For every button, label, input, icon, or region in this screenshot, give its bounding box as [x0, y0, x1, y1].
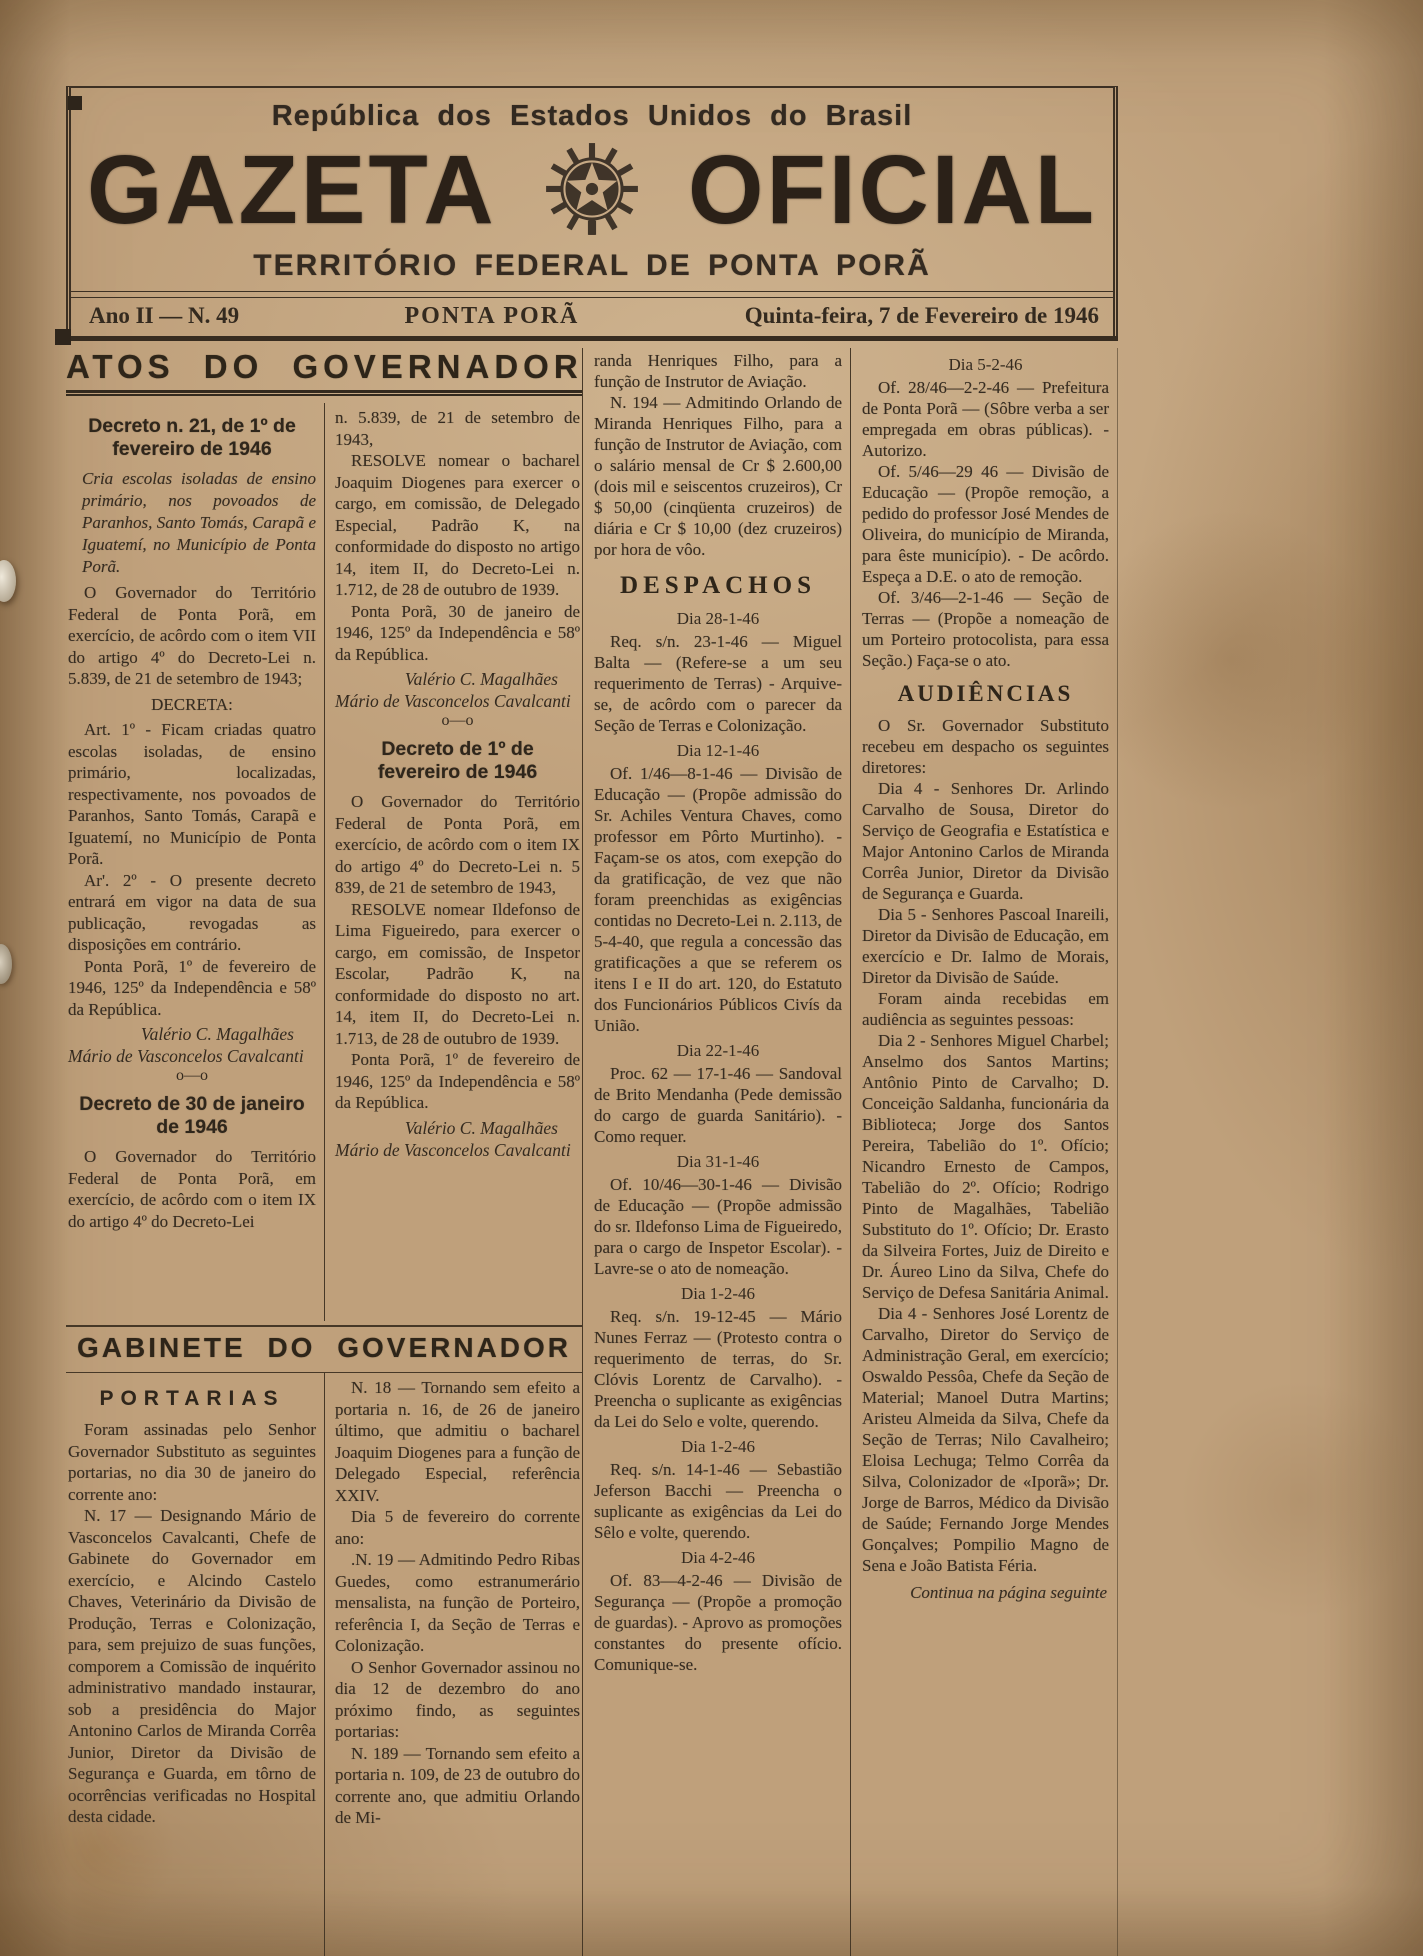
gabinete-column-1	[66, 1373, 324, 1956]
subsection-title-portarias: PORTARIAS	[99, 1387, 285, 1411]
paragraph: Proc. 62 — 17-1-46 — Sandoval de Brito Mendanha (Pede demissão do cargo de guarda Sanitário). - Como requer.	[594, 1064, 842, 1146]
title-word-oficial: OFICIAL	[688, 134, 1097, 244]
section-title-atos: ATOS DO GOVERNADOR	[66, 348, 582, 393]
paragraph: Dia 2 - Senhores Miguel Charbel; Anselmo dos Santos Martins; Antônio Pinto de Carvalho; D. Conceição Saldanha, funcionária da Biblioteca; Jorge dos Santos Pereira, Tabelião do 1º. Ofício; Nicandro Ernesto de Campos, Tabelião do 2º. Ofício; Rodrigo Pinto de Magalhães, Tabelião Substituto do 1º. Ofício; Dr. Erasto da Silveira Fortes, Juiz de Direito e Dr. Áureo Lino da Silva, Chefe do Serviço de Defesa Sanitária Animal.	[862, 1031, 1109, 1302]
article-columns	[66, 348, 1118, 1956]
binding-hole-top	[0, 560, 16, 602]
paragraph: Of. 83—4-2-46 — Divisão de Segurança — (Propõe a promoção de guardas). - Aprovo as promoções constantes do presente ofício. Comunique-se.	[594, 1571, 842, 1674]
decreta-word: DECRETA:	[151, 694, 233, 714]
column-3	[582, 348, 850, 1956]
date-heading: Dia 1-2-46	[680, 1284, 756, 1303]
city-name: PONTA PORÃ	[404, 303, 580, 329]
ornament-divider: o—o	[441, 712, 474, 729]
paragraph: Of. 28/46—2-2-46 — Prefeitura de Ponta Porã — (Sôbre verba a ser empregada em obras públicas). - Autorizo.	[862, 378, 1109, 460]
paragraph: n. 5.839, de 21 de setembro de 1943,	[335, 408, 580, 449]
signature: Mário de Vasconcelos Cavalcanti	[335, 1139, 571, 1160]
paragraph: Foram assinadas pelo Senhor Governador Substituto as seguintes portarias, no dia 30 de janeiro do corrente ano:	[68, 1420, 316, 1504]
paragraph: Of. 3/46—2-1-46 — Seção de Terras — (Propõe a nomeação de um Porteiro protocolista, para essa Seção.) Faça-se o ato.	[862, 588, 1109, 670]
date-heading: Dia 5-2-46	[948, 355, 1023, 374]
paragraph: Of. 10/46—30-1-46 — Divisão de Educação — (Propõe admissão do sr. Ildefonso Lima de Figueiredo, para o cargo de Inspetor Escolar). - Lavre-se o ato de nomeação.	[594, 1175, 842, 1278]
paragraph: N. 189 — Tornando sem efeito a portaria n. 109, de 23 de outubro do corrente ano, que admitiu Orlando de Mi-	[335, 1743, 580, 1828]
ornament-divider: o—o	[176, 1067, 208, 1084]
section-title-despachos: DESPACHOS	[620, 572, 816, 599]
date-heading: Dia 4-2-46	[680, 1548, 756, 1567]
binding-hole-bottom	[0, 944, 12, 984]
paragraph: Of. 5/46—29 46 — Divisão de Educação — (Propõe remoção, a pedido do professor José Mendes de Oliveira, do município de Miranda, para êste município). - De acôrdo. Espeça a D.E. o ato de remoção.	[862, 462, 1109, 586]
paragraph: N. 17 — Designando Mário de Vasconcelos Cavalcanti, Chefe de Gabinete do Governador em exercício, e Alcindo Castelo Chaves, Veterinário da Divisão de Produção, Terras e Colonização, para, sem prejuizo de suas funções, comporem a Comissão de inquérito administrativo mandado instaurar, sob a presidência do Major Antonino Carlos de Miranda Corrêa Junior, Diretor da Divisão de Segurança e Guarda, em tôrno de ocorrências verificadas no Hospital desta cidade.	[68, 1506, 316, 1827]
paragraph: .N. 19 — Admitindo Pedro Ribas Guedes, como estranumerário mensalista, na função de Porteiro, referência I, da Seção de Terras e Colonização.	[335, 1550, 580, 1656]
page-content	[66, 86, 1118, 1956]
decree-title: Decreto de 1º de fevereiro de 1946	[377, 738, 538, 783]
signature: Valério C. Magalhães	[404, 669, 558, 689]
newspaper-title	[71, 135, 1113, 243]
brazil-coat-of-arms-icon	[541, 139, 643, 243]
corner-mark-icon	[55, 329, 71, 345]
paragraph: Ar'. 2º - O presente decreto entrará em vigor na data de sua publicação, revogadas as disposições em contrário.	[68, 870, 316, 954]
paragraph: RESOLVE nomear o bacharel Joaquim Diogenes para exercer o cargo, em comissão, de Delegado Especial, Padrão K, na conformidade do disposto no artigo 14, item II, do Decreto-Lei n. 1.712, de 28 de outubro de 1939.	[335, 451, 580, 599]
masthead-bottom-rule	[60, 336, 1118, 341]
issue-date: Quinta-feira, 7 de Fevereiro de 1946	[744, 303, 1099, 328]
section-atos-gabinete	[66, 348, 582, 1956]
paragraph: Ponta Porã, 1º de fevereiro de 1946, 125º da Independência e 58º da República.	[68, 956, 316, 1019]
paragraph: N. 194 — Admitindo Orlando de Miranda Henriques Filho, para a função de Instrutor de Aviação, com o salário mensal de Cr $ 2.600,00 (dois mil e seiscentos cruzeiros), Cr $ 50,00 (cinqüenta cruzeiros) de diária e Cr $ 10,00 (dez cruzeiros) por hora de vôo.	[594, 393, 842, 559]
atos-column-2	[324, 403, 582, 1321]
decree-summary: Cria escolas isoladas de ensino primário, nos povoados de Paranhos, Santo Tomás, Carapã e Iguatemí, no Município de Ponta Porã.	[82, 469, 316, 576]
signature: Mário de Vasconcelos Cavalcanti	[68, 1046, 304, 1066]
signature: Valério C. Magalhães	[140, 1024, 294, 1044]
decree-title: Decreto de 30 de janeiro de 1946	[79, 1093, 305, 1138]
edition-number: Ano II — N. 49	[89, 303, 240, 328]
country-line: República dos Estados Unidos do Brasil	[271, 100, 913, 132]
paragraph: randa Henriques Filho, para a função de Instrutor de Aviação.	[594, 351, 842, 391]
section-title-audiencias: AUDIÊNCIAS	[897, 681, 1074, 706]
signature: Valério C. Magalhães	[404, 1117, 558, 1138]
paragraph: Req. s/n. 19-12-45 — Mário Nunes Ferraz — (Protesto contra o requerimento de terras, do Sr. Clóvis Lorentz de Carvalho). - Preencha o suplicante as exigências da Lei do Selo e volte, querendo.	[594, 1307, 842, 1431]
continuation-note: Continua na página seguinte	[910, 1583, 1107, 1602]
paragraph: RESOLVE nomear Ildefonso de Lima Figueiredo, para exercer o cargo, em comissão, de Inspetor Escolar, Padrão K, na conformidade do disposto no art. 14, item II, do Decreto-Lei n. 1.713, de 28 de outubro de 1939.	[335, 899, 580, 1048]
atos-column-1	[66, 403, 324, 1321]
column-4	[850, 348, 1118, 1956]
paragraph: O Governador do Território Federal de Ponta Porã, em exercício, de acôrdo com o item IX do artigo 4º do Decreto-Lei	[68, 1147, 316, 1231]
masthead-divider-rule	[71, 291, 1113, 298]
masthead	[66, 86, 1118, 336]
paragraph: Dia 4 - Senhores José Lorentz de Carvalho, Diretor do Serviço de Administração Geral, em exercício; Oswaldo Pessôa, Chefe da Seção de Material; Manoel Dutra Martins; Aristeu Almeida da Silva, Chefe da Seção de Terras; Nilo Cavalheiro; Eloisa Lechuga; Telmo Corrêa da Silva, Colonizador de «Iporã»; Dr. Jorge de Barros, Médico da Divisão de Saúde; Fernando Jorge Mendes Gonçalves; Pompilio Magno de Sena e João Batista Féria.	[862, 1304, 1109, 1575]
paragraph: Dia 4 - Senhores Dr. Arlindo Carvalho de Sousa, Diretor do Serviço de Geografia e Estatística e Major Antonino Carlos de Miranda Corrêa Junior, Diretor da Divisão de Segurança e Guarda.	[862, 779, 1109, 903]
section-title-gabinete: GABINETE DO GOVERNADOR	[76, 1331, 572, 1363]
date-heading: Dia 28-1-46	[676, 609, 760, 628]
paragraph: Dia 5 - Senhores Pascoal Inareili, Diretor da Divisão de Educação, em exercício e Dr. Ialmo de Morais, Diretor da Divisão de Saúde.	[862, 905, 1109, 987]
paragraph: Foram ainda recebidas em audiência as seguintes pessoas:	[862, 989, 1109, 1029]
dateline	[71, 298, 1113, 336]
date-heading: Dia 12-1-46	[676, 741, 760, 760]
paragraph: Ponta Porã, 30 de janeiro de 1946, 125º da Independência e 58º da República.	[335, 601, 580, 664]
paragraph: O Governador do Território Federal de Ponta Porã, em exercício, de acôrdo com o item VII do artigo 4º do Decreto-Lei n. 5.839, de 21 de setembro de 1943;	[68, 583, 316, 688]
atos-columns	[66, 403, 582, 1321]
paragraph: Req. s/n. 23-1-46 — Miguel Balta — (Refere-se a um seu requerimento de Terras) - Arquive-se, de acôrdo com o parecer da Seção de Terras e Colonização.	[594, 632, 842, 735]
date-heading: Dia 1-2-46	[680, 1437, 756, 1456]
paragraph: O Sr. Governador Substituto recebeu em despacho os seguintes diretores:	[862, 716, 1109, 777]
signature: Mário de Vasconcelos Cavalcanti	[335, 691, 571, 711]
paragraph: Ponta Porã, 1º de fevereiro de 1946, 125º da Independência e 58º da República.	[335, 1050, 580, 1112]
paragraph: O Governador do Território Federal de Ponta Porã, em exercício, de acôrdo com o item IX do artigo 4º do Decreto-Lei n. 5 839, de 21 de setembro de 1943,	[335, 792, 580, 897]
gabinete-column-2	[324, 1373, 582, 1956]
territory-line: TERRITÓRIO FEDERAL DE PONTA PORÃ	[253, 249, 931, 282]
paragraph: O Senhor Governador assinou no dia 12 de dezembro do ano próximo findo, as seguintes portarias:	[335, 1657, 580, 1742]
decree-title: Decreto n. 21, de 1º de fevereiro de 1946	[88, 415, 296, 460]
paragraph: N. 18 — Tornando sem efeito a portaria n. 16, de 26 de janeiro último, que admitiu o bacharel Joaquim Diogenes para a função de Delegado Especial, referência XXIV.	[335, 1378, 580, 1505]
date-heading: Dia 22-1-46	[676, 1041, 760, 1060]
paragraph: Dia 5 de fevereiro do corrente ano:	[335, 1507, 580, 1548]
paragraph: Art. 1º - Ficam criadas quatro escolas isoladas, de ensino primário, localizadas, respectivamente, nos povoados de Paranhos, Santo Tomás, Carapã e Iguatemí, no Município de Ponta Porã.	[68, 720, 316, 868]
gabinete-columns	[66, 1373, 582, 1956]
corner-mark-icon	[68, 96, 82, 110]
paragraph: Of. 1/46—8-1-46 — Divisão de Educação — (Propõe admissão do Sr. Achiles Ventura Chaves, como professor em Pôrto Murtinho). - Façam-se os atos, com exepção do da gratificação, de vez que não foram preenchidas as exigências contidas no Decreto-Lei n. 2.113, de 5-4-40, que regula a concessão das gratificações a que se referem os itens I e II do art. 120, do Estatuto dos Funcionários Públicos Civís da União.	[594, 764, 842, 1035]
title-word-gazeta: GAZETA	[87, 134, 497, 244]
date-heading: Dia 31-1-46	[676, 1152, 760, 1171]
paragraph: Req. s/n. 14-1-46 — Sebastião Jeferson Bacchi — Preencha o suplicante as exigências da Lei do Sêlo e volte, querendo.	[594, 1460, 842, 1542]
